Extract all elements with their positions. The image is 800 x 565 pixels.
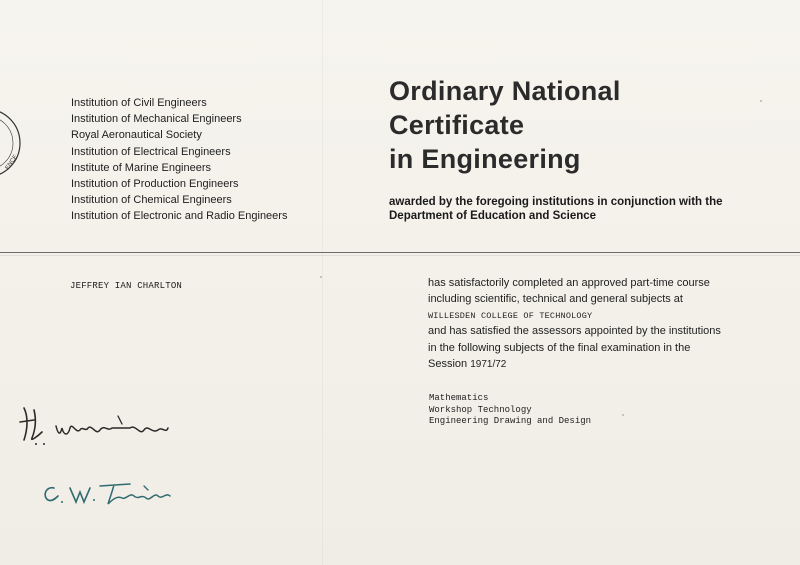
department-name: Department of Education and Science (389, 209, 597, 222)
institution-item: Institution of Production Engineers (71, 178, 239, 191)
awarded-text: awarded by the foregoing institutions in conjunction with the (389, 196, 723, 208)
session-line (428, 356, 768, 373)
seal-text: ENCE (4, 154, 20, 172)
course-line-1: has satisfactorily completed an approved part-time course (428, 277, 710, 289)
session-label: Session (428, 357, 468, 370)
awarded-statement (389, 196, 769, 223)
session-year: 1971/72 (470, 358, 507, 370)
paper-speck (760, 100, 762, 102)
institution-item: Institution of Mechanical Engineers (71, 113, 242, 126)
college-name: WILLESDEN COLLEGE OF TECHNOLOGY (428, 311, 593, 322)
course-line-4: in the following subjects of the final examination in the (428, 341, 691, 354)
title-line-3: in Engineering (389, 144, 581, 174)
signature-1 (18, 402, 178, 450)
divider-line (0, 252, 800, 253)
institution-item: Institution of Chemical Engineers (71, 194, 232, 207)
divider-shadow (0, 255, 800, 256)
recipient-name: JEFFREY IAN CHARLTON (70, 281, 183, 291)
institutions-list (71, 95, 287, 225)
subjects-list (429, 393, 591, 428)
title-line-1: Ordinary National (389, 76, 621, 106)
institution-item: Institution of Electrical Engineers (71, 145, 231, 158)
institution-item: Royal Aeronautical Society (71, 129, 202, 142)
subject-item: Engineering Drawing and Design (429, 416, 592, 426)
title-line-2: Certificate (389, 110, 525, 140)
course-line-2: including scientific, technical and general subjects at (428, 293, 683, 306)
course-line-3: and has satisfied the assessors appointed by the institutions (428, 325, 721, 338)
seal-emblem (0, 98, 22, 188)
paper-speck (622, 414, 624, 416)
institution-item: Institute of Marine Engineers (71, 161, 212, 174)
certificate-title (389, 74, 621, 176)
course-statement (428, 275, 768, 373)
fold-line (322, 0, 323, 565)
institution-item: Institution of Civil Engineers (71, 97, 207, 109)
signature-2 (40, 478, 180, 510)
subject-item: Mathematics (429, 393, 489, 403)
subject-item: Workshop Technology (429, 404, 532, 415)
paper-speck (320, 276, 322, 278)
institution-item: Institution of Electronic and Radio Engineers (71, 210, 288, 223)
